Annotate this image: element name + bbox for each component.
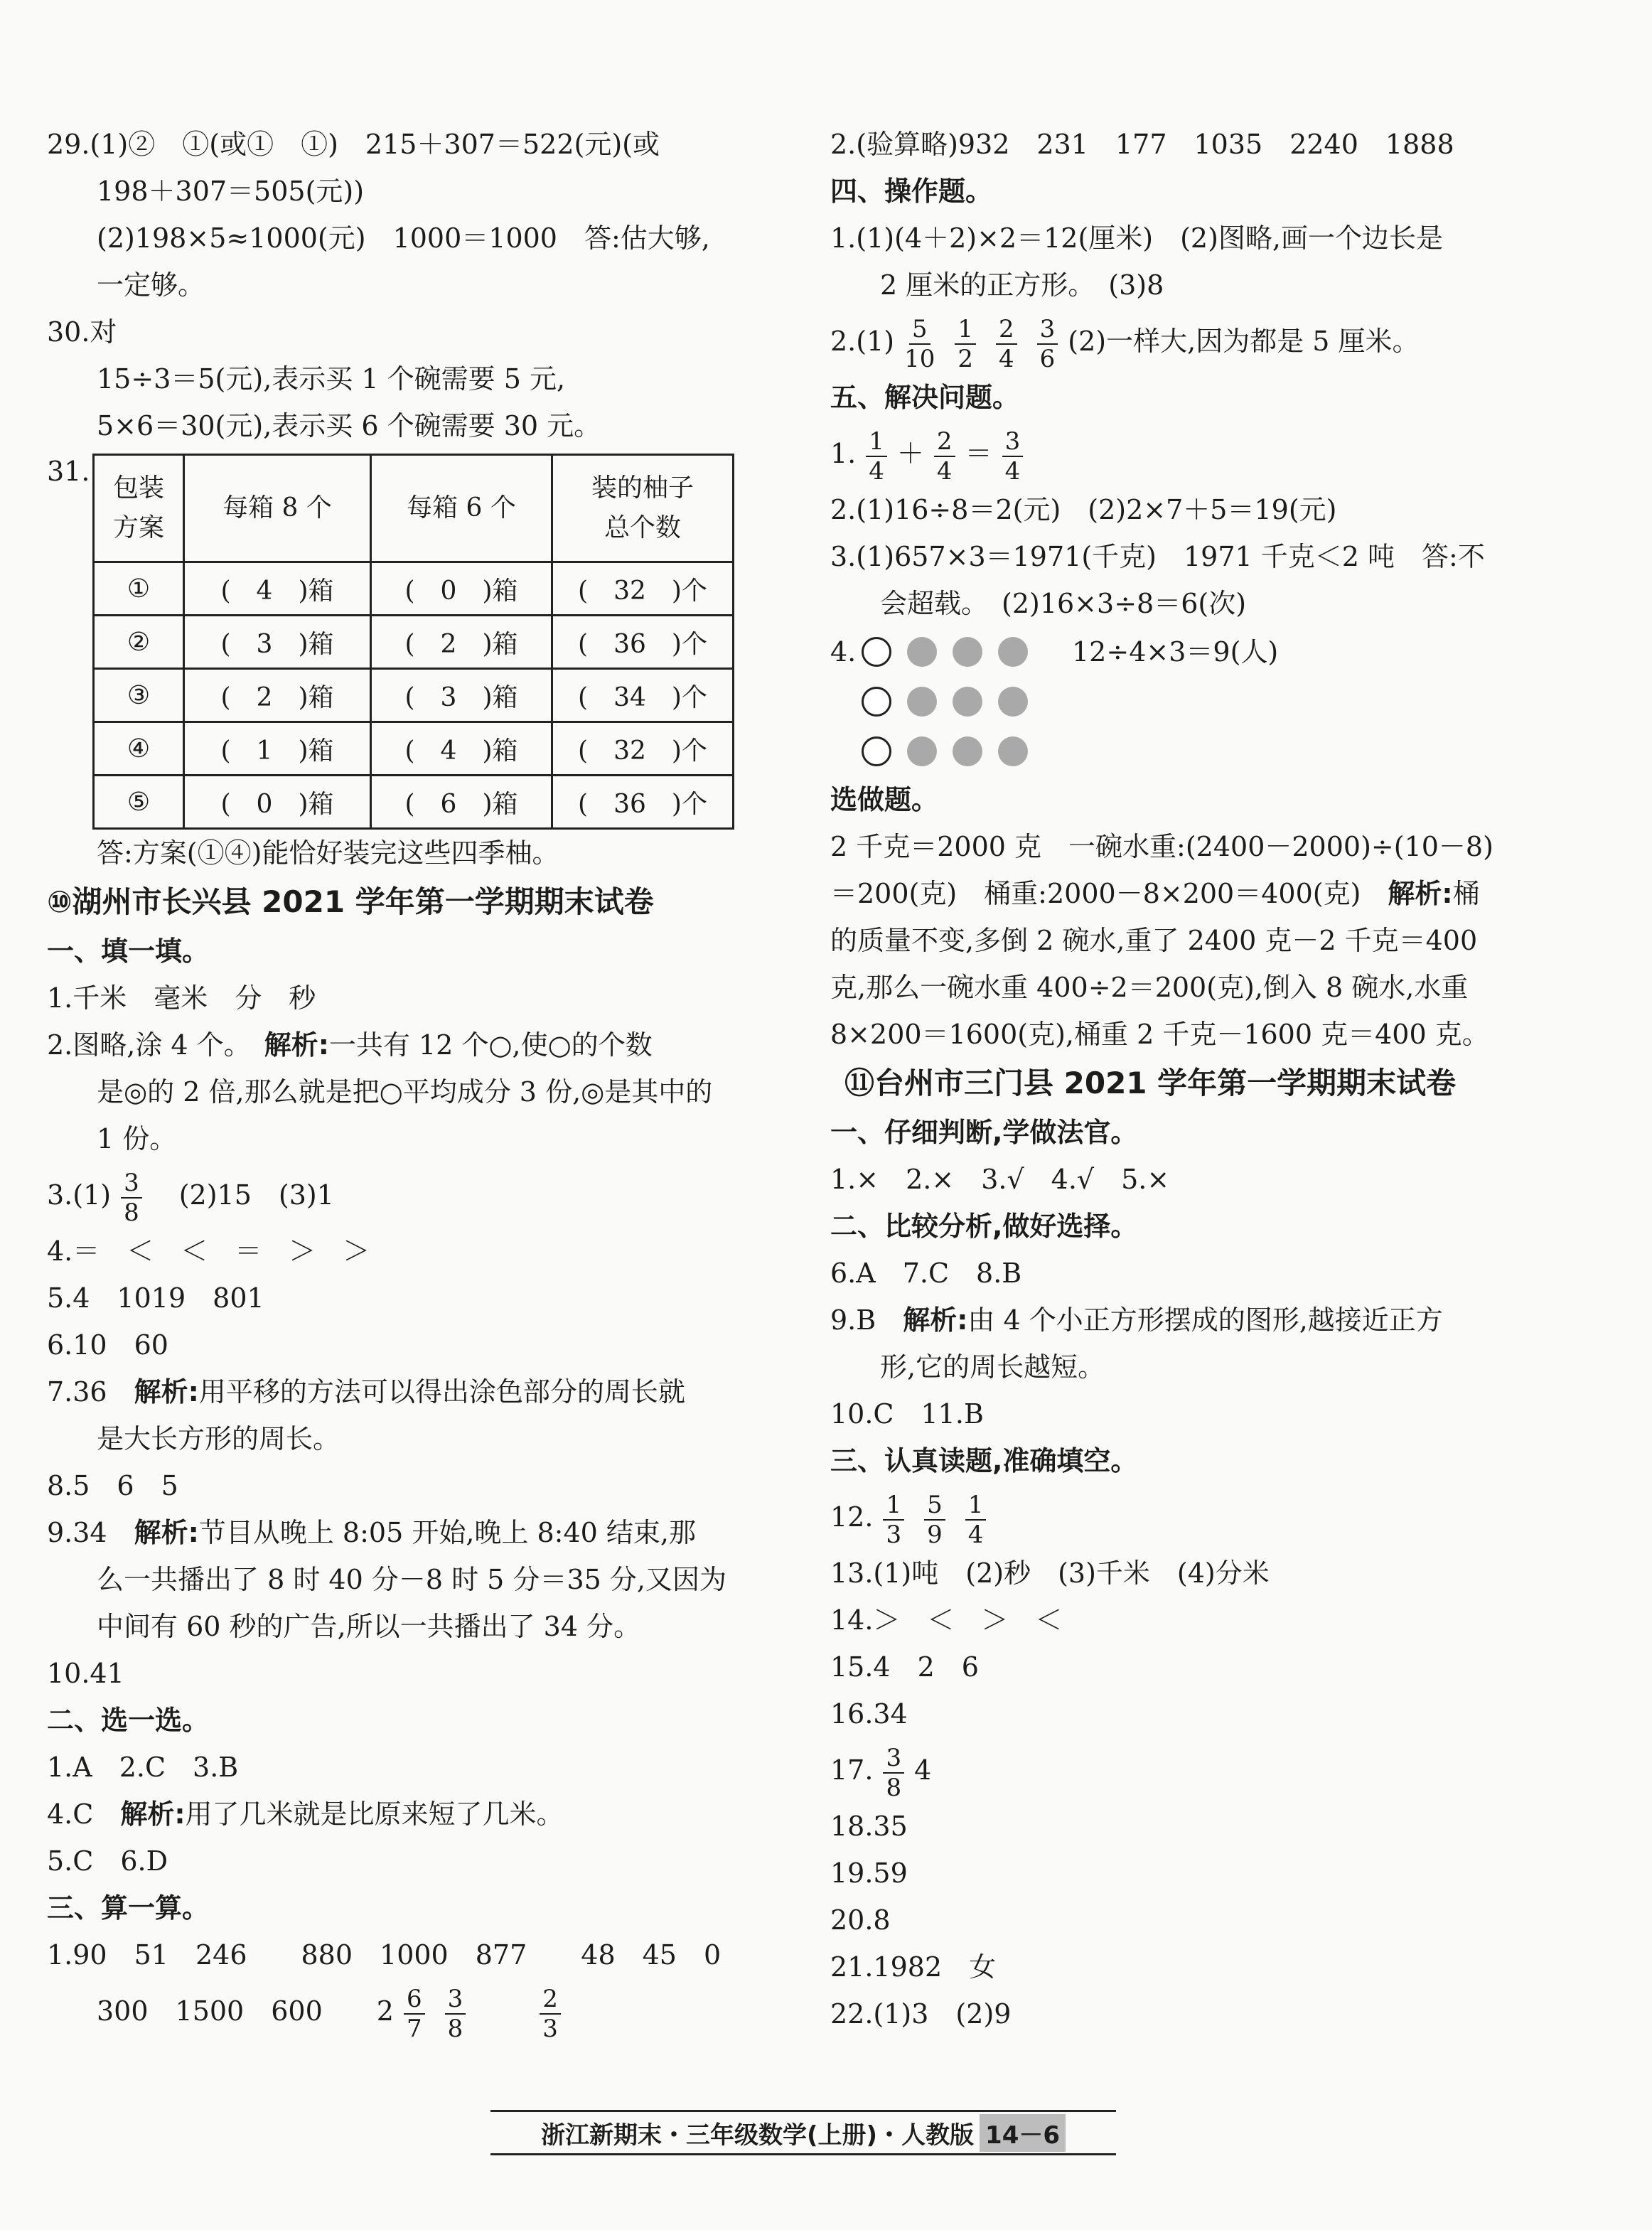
section-heading: 三、算一算。 [47,1892,210,1924]
section-heading: 一、仔细判断,学做法官。 [830,1117,1138,1148]
answer-line: 10.C 11.B [830,1398,984,1430]
open-circle-icon [862,736,891,766]
table-cell: ( 3 )箱 [184,616,371,669]
answer-line: 2 厘米的正方形。 (3)8 [880,269,1164,301]
dot-row [830,727,1612,776]
section-heading: 二、选一选。 [47,1705,210,1736]
answer-line: 形,它的周长越短。 [880,1351,1105,1383]
fraction: $\frac{3}{8}$ [121,1169,142,1227]
fraction: $\frac{2}{4}$ [996,315,1017,373]
q30-line1: 30.对 [47,316,117,348]
answer-line: 20.8 [830,1904,891,1936]
open-circle-icon [862,637,891,667]
q29-line4: 一定够。 [97,269,205,301]
table-cell: ( 2 )箱 [371,616,552,669]
table-header-cell: 每箱 8 个 [184,455,371,562]
open-circle-icon [862,687,891,717]
table-header-cell: 每箱 6 个 [371,455,552,562]
table-row [94,562,734,616]
fraction: $\frac{1}{2}$ [955,315,976,373]
table-row [94,776,734,829]
answer-line: 10.41 [47,1658,124,1689]
section-heading: 三、认真读题,准确填空。 [830,1445,1138,1476]
fraction: $\frac{1}{3}$ [883,1491,904,1549]
q29-line3: (2)198×5≈1000(元) 1000＝1000 答:估大够, [97,223,710,254]
answer-line: 的质量不变,多倒 2 碗水,重了 2400 克－2 千克＝400 [830,925,1478,956]
left-column [47,121,779,2044]
table-row [94,616,734,669]
table-cell: ⑤ [94,776,184,829]
table-cell: ④ [94,722,184,776]
answer-line: 2.(1)16÷8＝2(元) (2)2×7＋5＝19(元) [830,494,1337,525]
filled-circle-icon [953,687,982,717]
fraction: $\frac{3}{6}$ [1037,315,1058,373]
section-heading: 选做题。 [830,784,939,815]
answer-line-fraction: 12. $\frac{1}{3}$ $\frac{5}{9}$ $\frac{1}{4}$ [830,1484,1612,1550]
answer-line: 6.10 60 [47,1329,168,1361]
answer-line: 15.4 2 6 [830,1651,979,1683]
filled-circle-icon [907,736,937,766]
table-header-cell: 包装 方案 [94,455,184,562]
answer-line-fraction: 1. $\frac{1}{4}$ ＋ $\frac{2}{4}$ ＝ $\frac{3}{4}$ [830,421,1612,486]
table-cell: ( 6 )箱 [371,776,552,829]
answer-line: ＝200(克) 桶重:2000－8×200＝400(克) 解析:桶 [830,878,1480,909]
fraction: $\frac{1}{4}$ [866,427,887,486]
q29-line1: 29.(1)② ①(或① ①) 215＋307＝522(元)(或 [47,129,660,160]
answer-line: 7.36 解析:用平移的方法可以得出涂色部分的周长就 [47,1376,685,1408]
s4-label: 4. [830,636,857,668]
s4-equation: 12÷4×3＝9(人) [1072,636,1279,668]
fraction: $\frac{2}{4}$ [934,427,955,486]
answer-line: 1.× 2.× 3.√ 4.√ 5.× [830,1164,1170,1195]
answer-line: 16.34 [830,1698,908,1730]
table-cell: ( 36 )个 [552,616,734,669]
answer-line: 6.A 7.C 8.B [830,1258,1022,1289]
answer-line: 13.(1)吨 (2)秒 (3)千米 (4)分米 [830,1558,1270,1589]
q31-answer: 答:方案(①④)能恰好装完这些四季柚。 [97,837,559,869]
packing-table [92,454,734,830]
answer-line: 8×200＝1600(克),桶重 2 千克－1600 克＝400 克。 [830,1019,1489,1050]
answer-line: 4.C 解析:用了几米就是比原来短了几米。 [47,1799,564,1830]
section-heading: 二、比较分析,做好选择。 [830,1211,1138,1242]
q29-line2: 198＋307＝505(元)) [97,176,365,207]
exam10-title: ⑩湖州市长兴县 2021 学年第一学期期末试卷 [47,884,654,919]
answer-line: 4.＝ ＜ ＜ ＝ ＞ ＞ [47,1235,370,1267]
answer-line-fraction: 2.(1) $\frac{5}{10}$ $\frac{1}{2}$ $\frac{2}{4}$ $\frac{3}{6}$ (2)一样大,因为都是 5 厘米。 [830,314,1420,373]
table-cell: ( 4 )箱 [371,722,552,776]
filled-circle-icon [998,736,1028,766]
answer-line-fraction: 3.(1) $\frac{3}{8}$ (2)15 (3)1 [47,1168,334,1227]
table-cell: ( 4 )箱 [184,562,371,616]
table-row [94,669,734,722]
answer-line: 18.35 [830,1811,908,1842]
table-cell: ( 2 )箱 [184,669,371,722]
answer-line: 14.＞ ＜ ＞ ＜ [830,1604,1063,1636]
fraction: $\frac{5}{9}$ [924,1491,945,1549]
answer-line: 2 千克＝2000 克 一碗水重:(2400－2000)÷(10－8) [830,831,1493,862]
right-column [830,121,1612,2037]
table-cell: ( 32 )个 [552,722,734,776]
page-number: 14－6 [980,2114,1066,2152]
filled-circle-icon [998,637,1028,667]
answer-line: 会超载。 (2)16×3÷8＝6(次) [880,588,1247,619]
answer-line: 中间有 60 秒的广告,所以一共播出了 34 分。 [97,1611,641,1642]
dot-row [830,627,1612,677]
fraction: $\frac{3}{8}$ [445,1985,466,2043]
answer-line: 1 份。 [97,1123,177,1154]
fraction: $\frac{3}{4}$ [1002,427,1024,486]
dot-row [830,677,1612,727]
answer-line: 克,那么一碗水重 400÷2＝200(克),倒入 8 碗水,水重 [830,972,1469,1003]
dot-diagram [830,627,1612,776]
table-cell: ( 0 )箱 [184,776,371,829]
answer-line: 3.(1)657×3＝1971(千克) 1971 千克＜2 吨 答:不 [830,541,1485,572]
filled-circle-icon [953,736,982,766]
table-cell: ① [94,562,184,616]
table-row [94,722,734,776]
answer-line: 1.90 51 246 880 1000 877 48 45 0 [47,1939,722,1971]
q30-line3: 5×6＝30(元),表示买 6 个碗需要 30 元。 [97,410,601,441]
section-heading: 一、填一填。 [47,936,210,967]
footer-title: 浙江新期末・三年级数学(上册)・人教版 [540,2121,975,2150]
filled-circle-icon [907,687,937,717]
answer-line: 5.4 1019 801 [47,1282,264,1314]
answer-line: 9.34 解析:节目从晚上 8:05 开始,晚上 8:40 结束,那 [47,1517,696,1548]
table-cell: ( 32 )个 [552,562,734,616]
table-header-row [94,455,734,562]
fraction: $\frac{1}{4}$ [965,1491,987,1549]
filled-circle-icon [998,687,1028,717]
table-cell: ( 1 )箱 [184,722,371,776]
page-footer [490,2110,1116,2155]
section-heading: 四、操作题。 [830,176,993,207]
answer-line: 2.图略,涂 4 个。 解析:一共有 12 个○,使○的个数 [47,1029,653,1061]
answer-line: 22.(1)3 (2)9 [830,1998,1012,2030]
answer-line: 1.千米 毫米 分 秒 [47,982,316,1014]
fraction: $\frac{2}{3}$ [540,1985,561,2043]
answer-line: 1.A 2.C 3.B [47,1752,239,1783]
fraction: $\frac{5}{10}$ [904,314,935,373]
answer-line: 5.C 6.D [47,1845,168,1877]
answer-line: 2.(验算略)932 231 177 1035 2240 1888 [830,129,1454,160]
fraction: $\frac{6}{7}$ [404,1985,425,2043]
answer-line: 19.59 [830,1858,908,1889]
filled-circle-icon [907,637,937,667]
answer-line: 么一共播出了 8 时 40 分－8 时 5 分＝35 分,又因为 [97,1564,726,1595]
exam11-title: ⑪台州市三门县 2021 学年第一学期期末试卷 [844,1066,1457,1100]
filled-circle-icon [953,637,982,667]
table-cell: ( 34 )个 [552,669,734,722]
fraction: $\frac{3}{8}$ [883,1744,904,1802]
answer-line: 9.B 解析:由 4 个小正方形摆成的图形,越接近正方 [830,1304,1443,1336]
answer-line: 8.5 6 5 [47,1470,178,1501]
q30-line2: 15÷3＝5(元),表示买 1 个碗需要 5 元, [97,363,566,395]
answer-line: 是◎的 2 倍,那么就是把○平均成分 3 份,◎是其中的 [97,1076,713,1108]
q31-label: 31. [47,456,90,487]
table-cell: ( 36 )个 [552,776,734,829]
table-cell: ② [94,616,184,669]
section-heading: 五、解决问题。 [830,382,1020,413]
answer-line: 是大长方形的周长。 [97,1423,340,1454]
answer-line-fraction: 300 1500 600 2 $\frac{6}{7}$ $\frac{3}{8}$ $\frac{2}{3}$ [47,1978,779,2044]
answer-line-fraction: 17. $\frac{3}{8}$ 4 [830,1743,932,1802]
table-cell: ( 3 )箱 [371,669,552,722]
table-cell: ( 0 )箱 [371,562,552,616]
answer-line: 21.1982 女 [830,1951,997,1983]
table-cell: ③ [94,669,184,722]
q31-block [47,454,779,830]
table-header-cell: 装的柚子 总个数 [552,455,734,562]
answer-line: 1.(1)(4＋2)×2＝12(厘米) (2)图略,画一个边长是 [830,223,1444,254]
